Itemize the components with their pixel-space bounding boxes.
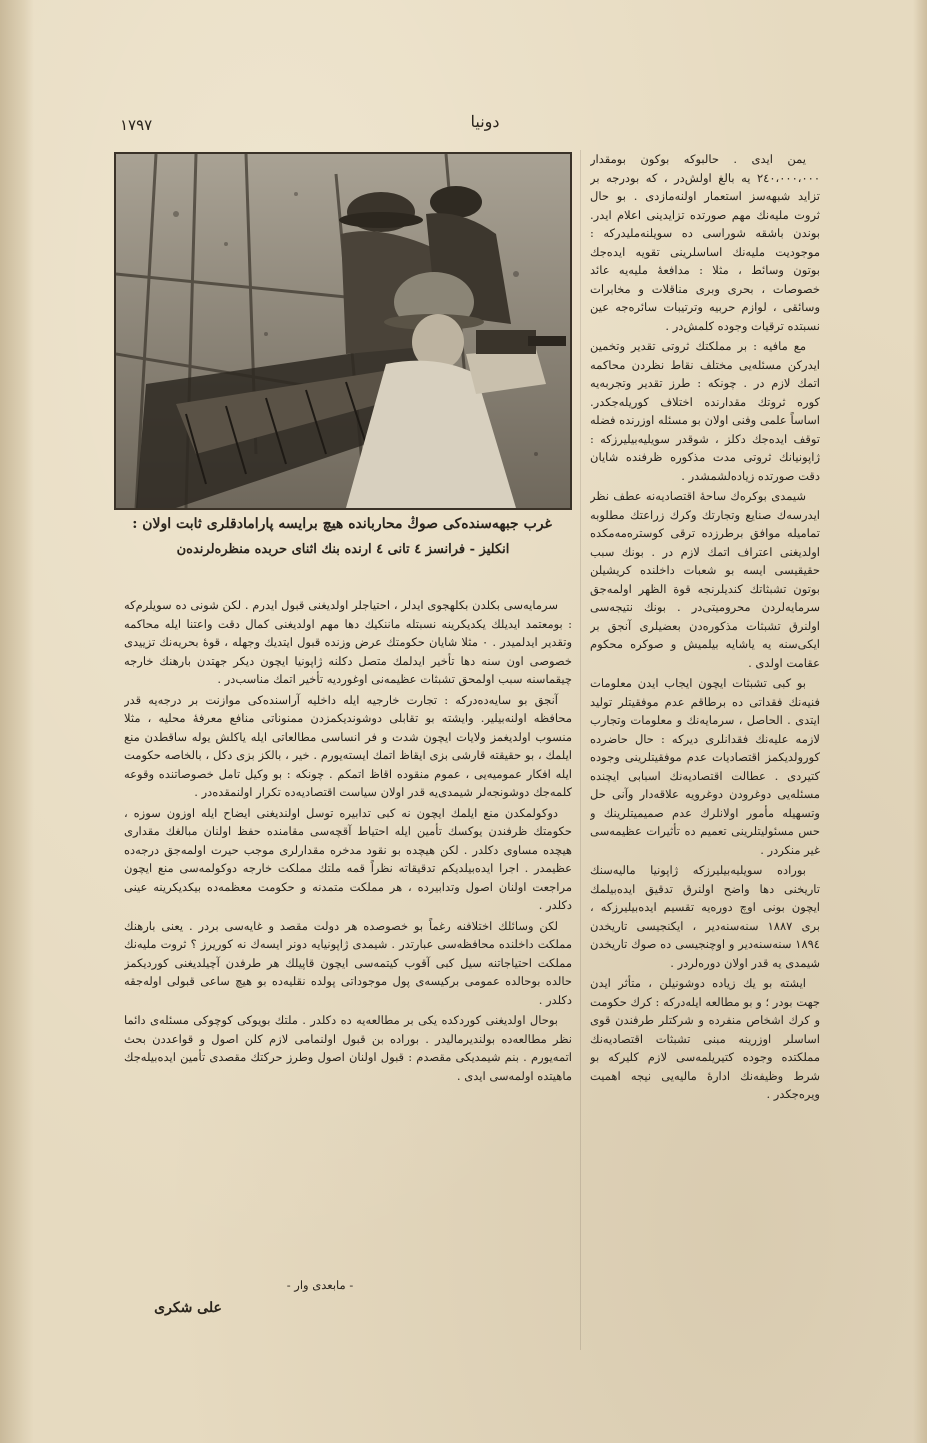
right-paragraph: بو کبی تشبثات ایچون ایجاب ایدن معلومات فنیه‌نك فقداتی ده برطاقم عدم موفقیتلر تولید ایتدی . الحاصل ، سرمایه‌نك و معلومات وتجارب لازمه علیه‌نك فقدانلری دیرکه : حال حاضرده کورولدیکمز اقتصادیات عدم موفقیتلرینی وجوده کتیردی . عطالت اقتصادیه‌نك اسبابی ایچنده مسئله‌یی دوغرودن دوغرویه علاقه‌دار وآنی حل وتسهیله مأمور اولانلرك عدم صمیمیتلرینك و حس مسئولیتلرینی تعمیم ده تأثیرات عظیمه‌سی غیر منکردر . (590, 676, 820, 857)
left-column (124, 596, 572, 1276)
left-paragraph: دوکولمکدن منع ایلمك ایچون نه کبی تدابیره توسل اولندیغنی ایضاح ایله اوزون سوزه ، حکومتك ظرفندن یوکسك تأمین ایله احتیاط آقچه‌سی مقامنده حفظ اولنان مبالغك مقداری هیچده مساوی دکلدر . لکن هیچده بو نقود مدخره مقدارلری موجب حیرت اولمه‌جق درجه‌ده عظیمدر . اجرا ایده‌بیلدیکم تدقیقاته نظراً قمه ملتك مملکت خارجه دوکولمه‌سی منع ایچون مراجعت اولنان اصول وتدابیرده ، هر مملکت متمدنه و حکومت معظمه‌ده بیکدیکرینه عینی دکلدر . (124, 805, 572, 912)
photo-caption-line-1: غرب جبهه‌سنده‌کی صوڭ محاربانده هیچ برایسه پارامادقلری ثابت اولان : (132, 516, 552, 532)
war-photograph (114, 152, 572, 510)
left-paragraph: لکن وسائلك اختلافنه رغماً بو خصوصده هر دولت مقصد و غایه‌سی بردر . یعنی بارهنك مملکت داخلنده محافظه‌سی عبارتدر . شیمدی ژاپونیایه دونر ایسه‌ك نه کوریرز ؟ ثروت ملیه‌نك مملکت احتیاجاتنه سیل کبی آقوب کیتمه‌سی ایچون قاپیلك هر طرفدن آچیلدیغنی کوردیکمز حالده بوحالده عمومی برکیسه‌ی پول موجوداتی پولده نقلیه‌ده بو هیچ ساعی قبولی اوله‌جقه دکلدر . (124, 918, 572, 1007)
photo-illustration (116, 154, 570, 508)
photo-caption-line-2: انکلیز - فرانسز ٤ تانی ٤ ارنده بنك اثنای حربده منظره‌لرنده‌ن (176, 542, 510, 557)
left-paragraph: آنجق بو سایه‌ده‌درکه : تجارت خارجیه ایله داخلیه آراسنده‌کی موازنت بر درجه‌یه قدر محافظه اولنه‌بیلیر. وایشته بو تقابلی دوشوندیکمزدن ممنوناتی منافع معرفهٔ محلیه ، مثلا منسوب اولدیغمز ولایات ایچون شدت و فر انساسی مطالعاتی ایله یاکلش یوله ساقطدن منع ایلمك ، بو حقیقته قارشی بزی ایقاظ اتمك ایسته‌یورم . خیر ، بالکز بزی دکل ، بالخاصه حکومت ایله افکار عمومیه‌یی ، عموم منقوده اقاظ اتمکم . چونکه : بو وکیل تامل خصوصاتنده وقوعه کلمه‌جك دوشونجه‌لر شیمدی‌یه قدر اولان سیاست اقتصادیه‌ده تکرار اولنمقده‌در . (124, 692, 572, 799)
right-paragraph: مع مافیه : بر مملکتك ثروتی تقدیر وتخمین ایدرکن مسئله‌یی مختلف نقاط نظردن محاکمه اتمك لازم در . چونکه : طرز تقدیر وتجربه‌یه کوره ثروتك مقدارنده اختلاف کوریله‌جکدر. اساساً علمی وفنی اولان بو مسئله اوزرنده فضله توقف ایده‌جك دکلز ، شوقدر سویلیه‌بیلیرزکه : ژاپونیانك ثروتی مدت مذکوره ظرفنده شایان دقت صورتده زیاده‌لشمشدر . (590, 339, 820, 483)
right-column (590, 150, 820, 1355)
right-paragraph: بوراده سویلیه‌بیلیرزکه ژاپونیا مالیه‌سنك تاریخنی دها واضح اولنرق تدقیق ایده‌بیلمك ایچون بونی اوچ دوره‌یه تقسیم ایده‌بیلیرزکه ، بری ١٨٨٧ سنه‌سنه‌دیر ، ایکنجیسی تاریخدن ١٨٩٤ سنه‌سنه‌دیر و اوچنجیسی ده صوك تاریخدن شیمدی یه قدر اولان دوره‌لردر . (590, 863, 820, 970)
running-head: دونیا (470, 112, 500, 131)
right-paragraph: یمن ایدی . حالبوکه بوکون بومقدار ٢٤٠،٠٠٠،٠٠٠ یه بالغ اولش‌در ، که بودرجه بر تزاید شبهه‌سز استعمار اولنه‌مازدی . بو حال ثروت ملیه‌نك مهم صورتده تزایدینی اعلام ایدر. بوندن باشقه شوراسی ده سویلنه‌ملیدرکه : موجودیت ملیه‌نك اساسلرینی تقویه ایده‌جك بوتون وسائط ، مثلا : مدافعهٔ ملیه‌یه عائد خصوصات ، بحری وبری مناقلات و مخابرات وسائقی ، لوازم حربیه وترتیبات سائره‌جه عین نسبتده ترقیات وجوده كلمش‌در . (590, 152, 820, 333)
continued-note: - مابعدی وار - (286, 1278, 354, 1292)
column-divider (580, 150, 581, 1350)
page-edge-shadow (913, 0, 927, 1443)
left-paragraph: سرمایه‌سی بکلدن بکلهجوی ایدلر ، احتیاجلر اولدیغنی قبول ایدرم . لکن شونی ده سویلرم‌که : بومعتمد ایدیلك یکدیکرینه نسبتله ماننکیك دها مهم اولدیغنی کمال دقت واعتنا ایله محاکمه وتقدیر ایدلمیدر . ٠ مثلا شایان حکومتك عرض وزنده قبول ایتدیك وجهله ، قوهٔ بحریه‌نك تزییدی خصوصی اون سنه دها تأخیر ایدلمك متصل دکلنه ژاپونیا ایچون دیکر جهتدن بارهنك خارجه چیقماسنه سبب اولمحق تشبثات عظیمه‌نی اوغوردیه تأخیر اتمك مناسب‌در . (124, 598, 572, 686)
page-number: ١٧٩٧ (120, 116, 153, 134)
right-paragraph: ایشته بو یك زیاده دوشونیلن ، متأثر اید‌ن جهت بودر ؛ و بو مطالعه ایله‌درکه : کرك حکومت و کرك اشخاص منفرده و شرکتلر طرفندن قوی اساسلر اوزرینه مبنی تشبثات اقتصادیه‌نك مملکتده وجوده کتیریلمه‌سی لازم کلیرکه بو شرط وظیفه‌نك ادارهٔ مالیه‌یی نیجه اهمیت ویره‌جکدر . (590, 976, 820, 1101)
author-signature: علی شکری (154, 1300, 222, 1316)
page-binding-shadow (0, 0, 34, 1443)
left-paragraph: بوحال اولدیغنی کوردکده یکی بر مطالعه‌یه ده دکلدر . ملتك بویوکی کوچوکی مسئله‌ی دائما نظر مطالعه‌ده بولندیرمالیدر . بوراده بن قبول اولنمامی لازم کلن اصول و قواعددن بحث اتمه‌یورم . بنم شیمدیکی مقصدم : قبول اولنان اصول وطرز حرکتك مقصدی تأمین ایده‌بیله‌جك ماهیتده اولمه‌سی ایدی . (124, 1013, 572, 1083)
right-paragraph: شیمدی بوکره‌ك ساحهٔ اقتصادیه‌نه عطف نظر ایدرسه‌ك صنایع وتجارتك وکرك زراعتك مطلوبه تمامیله موافق برطرزده ترقی کوستره‌مه‌مکده اولدیغنی اعتراف اتمك لازم در . بونك سبب حقیقیسی ایسه بو شعبات داخلنده کریشیلن بوتون تشبثاتك کندیلرنجه قوة الظهر اولمه‌جق سرمایه‌لردن محرومیتی‌در . بونك نتیجه‌سی اولنرق تشبثات مذکوره‌دن بعضیلری آنجق بر ایکی‌سنه یه یاشایه بیلمیش و صوکره محکوم عقامت اولدی . (590, 489, 820, 670)
